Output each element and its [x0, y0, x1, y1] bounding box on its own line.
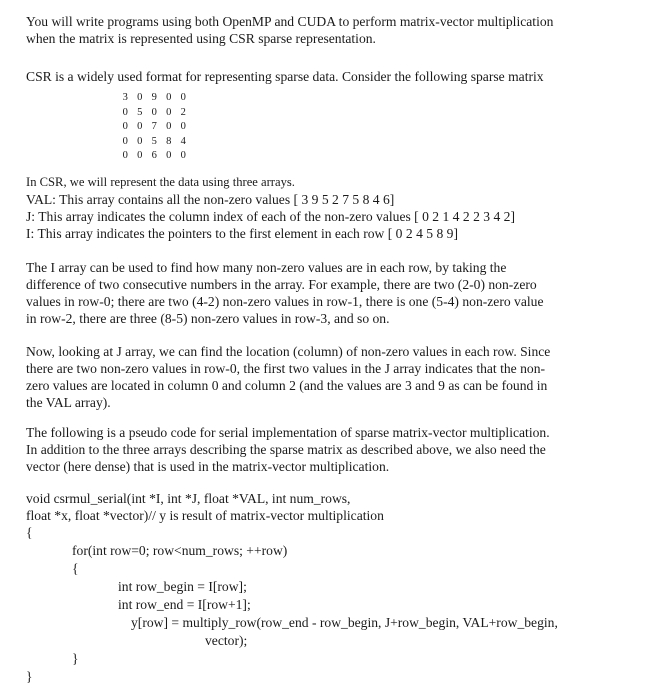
matrix-cell: 0 — [122, 135, 128, 147]
matrix-row — [118, 91, 191, 106]
text-line: The I array can be used to find how many non-zero values are in each row, by taking the — [26, 260, 507, 275]
text-line: difference of two consecutive numbers in the array. For example, there are two (2-0) non-zero — [26, 277, 537, 292]
code-line: for(int row=0; row<num_rows; ++row) — [72, 543, 288, 558]
pseudocode-paragraph — [26, 424, 631, 475]
code-brace: { — [72, 561, 79, 576]
code-line: int row_begin = I[row]; — [118, 579, 247, 594]
text-line: You will write programs using both OpenMP and CUDA to perform matrix-vector multiplication — [26, 14, 554, 29]
code-line: vector); — [205, 633, 248, 648]
matrix-cell: 3 — [122, 92, 128, 103]
matrix-row — [118, 135, 191, 150]
matrix-cell: 0 — [180, 150, 186, 161]
matrix-cell: 8 — [166, 135, 172, 147]
matrix-cell: 2 — [180, 106, 186, 118]
matrix-cell: 0 — [166, 121, 172, 132]
matrix-cell: 5 — [137, 106, 143, 118]
matrix-cell: 0 — [166, 150, 172, 161]
text-line: CSR is a widely used format for representing sparse data. Consider the following sparse matrix — [26, 69, 544, 84]
code-line: void csrmul_serial(int *I, int *J, float *VAL, int num_rows, — [26, 491, 351, 506]
text-line: Now, looking at J array, we can find the location (column) of non-zero values in each row. Since — [26, 344, 551, 359]
text-line: when the matrix is represented using CSR sparse representation. — [26, 31, 376, 46]
text-line: J: This array indicates the column index of each of the non-zero values [ 0 2 1 4 2 2 3 4 2] — [26, 209, 515, 224]
matrix-row — [118, 106, 191, 121]
text-line: VAL: This array contains all the non-zero values [ 3 9 5 2 7 5 8 4 6] — [26, 192, 395, 207]
csr-intro-paragraph — [26, 68, 631, 85]
code-brace: } — [72, 651, 79, 666]
matrix-cell: 7 — [151, 121, 157, 132]
matrix-cell: 0 — [137, 121, 143, 132]
matrix-cell: 0 — [180, 92, 186, 103]
matrix-row — [118, 149, 191, 164]
text-line: In CSR, we will represent the data using three arrays. — [26, 175, 295, 189]
text-line: In addition to the three arrays describing the sparse matrix as described above, we also need the — [26, 442, 546, 457]
code-brace: { — [26, 525, 33, 540]
matrix-cell: 4 — [180, 135, 186, 147]
text-line: I: This array indicates the pointers to the first element in each row [ 0 2 4 5 8 9] — [26, 226, 458, 241]
code-brace: } — [26, 669, 33, 684]
matrix-cell: 0 — [122, 121, 128, 132]
sparse-matrix — [118, 91, 191, 164]
matrix-cell: 6 — [151, 150, 157, 161]
text-line: in row-2, there are three (8-5) non-zero values in row-3, and so on. — [26, 311, 390, 326]
text-line: vector (here dense) that is used in the matrix-vector multiplication. — [26, 459, 390, 474]
matrix-cell: 5 — [151, 135, 157, 147]
text-line: the VAL array). — [26, 395, 111, 410]
text-line: values in row-0; there are two (4-2) non-zero values in row-1, there is one (5-4) non-zero value — [26, 294, 544, 309]
matrix-cell: 9 — [151, 92, 157, 103]
text-line: The following is a pseudo code for serial implementation of sparse matrix-vector multiplication. — [26, 425, 550, 440]
code-line: float *x, float *vector)// y is result of matrix-vector multiplication — [26, 508, 384, 523]
matrix-cell: 0 — [166, 92, 172, 103]
matrix-cell: 0 — [180, 121, 186, 132]
i-array-paragraph — [26, 259, 631, 327]
matrix-cell: 0 — [137, 92, 143, 103]
matrix-row — [118, 120, 191, 135]
code-line: y[row] = multiply_row(row_end - row_begin, J+row_begin, VAL+row_begin, — [131, 615, 558, 630]
matrix-cell: 0 — [122, 150, 128, 161]
matrix-cell: 0 — [122, 106, 128, 118]
matrix-cell: 0 — [166, 106, 172, 118]
text-line: there are two non-zero values in row-0, the first two values in the J array indicates that the non- — [26, 361, 546, 376]
matrix-cell: 0 — [137, 135, 143, 147]
matrix-cell: 0 — [137, 150, 143, 161]
code-line: int row_end = I[row+1]; — [118, 597, 251, 612]
j-array-paragraph — [26, 343, 631, 411]
arrays-description — [26, 174, 631, 242]
intro-paragraph — [26, 13, 631, 47]
matrix-cell: 0 — [151, 106, 157, 118]
text-line: zero values are located in column 0 and column 2 (and the values are 3 and 9 as can be found in — [26, 378, 548, 393]
